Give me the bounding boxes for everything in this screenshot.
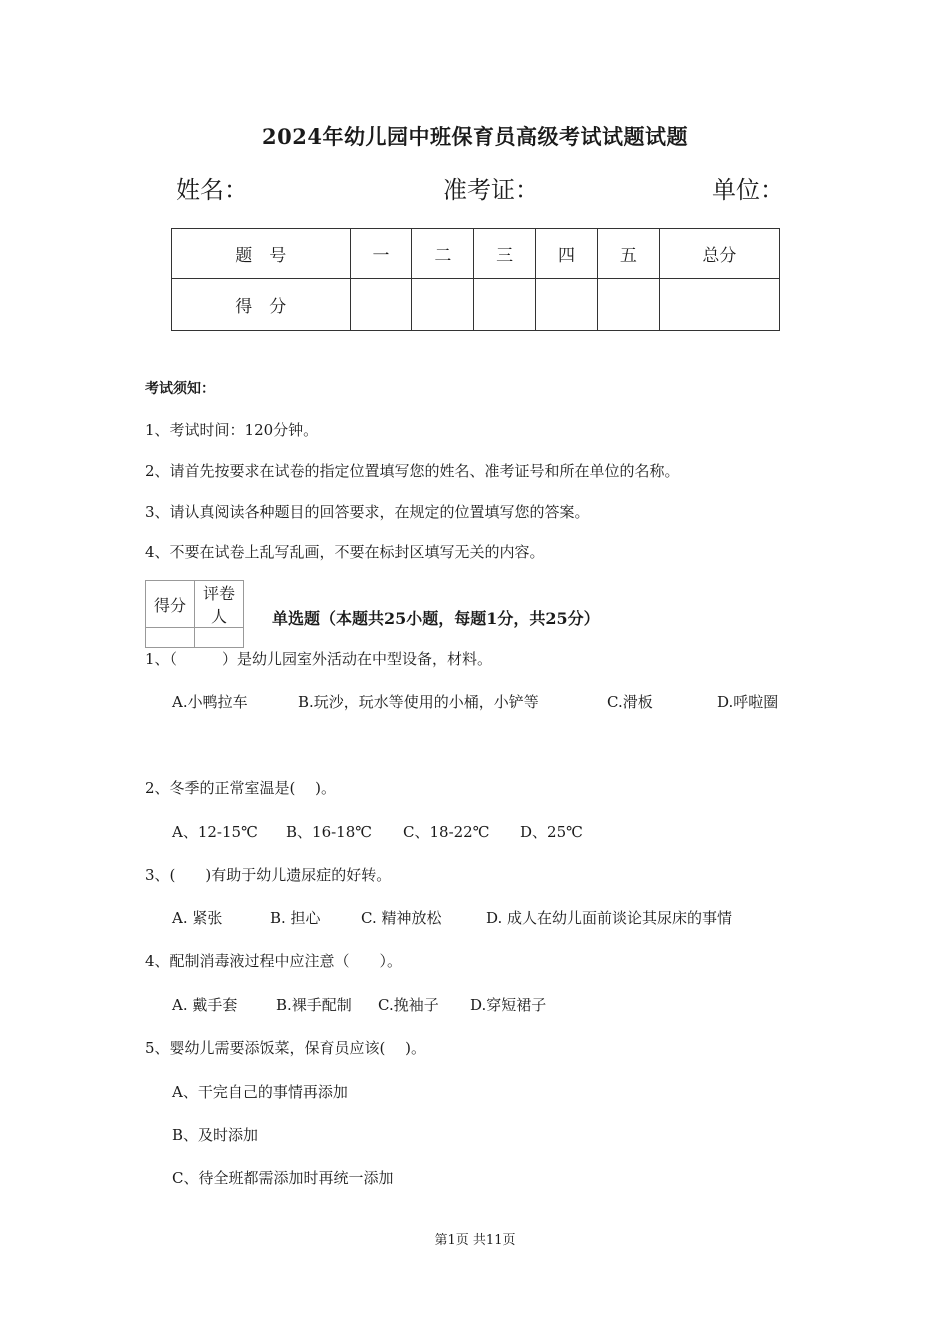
score-cell — [536, 279, 598, 331]
question-stem: 3、( )有助于幼儿遗尿症的好转。 — [145, 866, 392, 884]
score-cell — [412, 279, 474, 331]
score-table-score-row — [172, 279, 780, 331]
grader-box-score-cell — [146, 628, 195, 648]
section-title: 单选题（本题共25小题，每题1分，共25分） — [272, 609, 600, 628]
question-option: A. 戴手套 — [172, 996, 238, 1014]
notice-item: 4、不要在试卷上乱写乱画，不要在标封区填写无关的内容。 — [145, 543, 545, 561]
question-option: B.玩沙，玩水等使用的小桶，小铲等 — [298, 693, 539, 711]
notice-item: 3、请认真阅读各种题目的回答要求，在规定的位置填写您的答案。 — [145, 503, 590, 521]
question-option: A.小鸭拉车 — [172, 693, 248, 711]
question-option: D.穿短裙子 — [470, 996, 547, 1014]
score-table-header-cell: 四 — [536, 229, 598, 279]
exam-number-field-label: 准考证： — [443, 176, 539, 204]
notice-item: 1、考试时间：120分钟。 — [145, 421, 319, 439]
question-option: C、待全班都需添加时再统一添加 — [172, 1169, 394, 1187]
grader-box-grader-cell — [195, 628, 244, 648]
notice-title: 考试须知： — [145, 381, 215, 397]
score-table-header-cell: 二 — [412, 229, 474, 279]
score-table — [171, 228, 780, 331]
question-option: B、16-18℃ — [286, 823, 373, 841]
score-table-header-cell: 总分 — [659, 229, 779, 279]
score-table-header-cell: 一 — [350, 229, 412, 279]
question-option: A、干完自己的事情再添加 — [172, 1083, 348, 1101]
question-option: A. 紧张 — [172, 909, 223, 927]
notice-item: 2、请首先按要求在试卷的指定位置填写您的姓名、准考证号和所在单位的名称。 — [145, 462, 680, 480]
score-row-label: 得 分 — [172, 279, 351, 331]
score-table-header-cell: 三 — [474, 229, 536, 279]
grader-box-score-label: 得分 — [146, 581, 195, 628]
question-stem: 5、婴幼儿需要添饭菜，保育员应该( )。 — [145, 1039, 427, 1057]
question-option: C、18-22℃ — [403, 823, 490, 841]
unit-field-label: 单位： — [712, 176, 784, 204]
question-option: C.挽袖子 — [378, 996, 439, 1014]
question-stem: 4、配制消毒液过程中应注意（ ）。 — [145, 952, 403, 970]
name-field-label: 姓名： — [176, 176, 248, 204]
score-table-header-cell: 题 号 — [172, 229, 351, 279]
score-cell — [350, 279, 412, 331]
question-option: B.裸手配制 — [276, 996, 352, 1014]
question-stem: 1、（ ）是幼儿园室外活动在中型设备，材料。 — [145, 650, 493, 668]
grader-box — [145, 580, 244, 648]
question-option: C. 精神放松 — [361, 909, 442, 927]
question-option: B. 担心 — [270, 909, 321, 927]
grader-box-grader-label: 评卷人 — [195, 581, 244, 628]
score-table-header-row — [172, 229, 780, 279]
score-cell — [474, 279, 536, 331]
question-option: C.滑板 — [607, 693, 653, 711]
question-option: B、及时添加 — [172, 1126, 259, 1144]
score-cell — [597, 279, 659, 331]
page-title: 2024年幼儿园中班保育员高级考试试题试题 — [262, 124, 688, 149]
question-option: D、25℃ — [520, 823, 583, 841]
score-cell — [659, 279, 779, 331]
question-option: D.呼啦圈 — [717, 693, 779, 711]
question-option: A、12-15℃ — [172, 823, 258, 841]
page-footer: 第1页 共11页 — [434, 1233, 516, 1248]
score-table-header-cell: 五 — [597, 229, 659, 279]
question-stem: 2、冬季的正常室温是( )。 — [145, 779, 337, 797]
question-option: D. 成人在幼儿面前谈论其尿床的事情 — [486, 909, 733, 927]
